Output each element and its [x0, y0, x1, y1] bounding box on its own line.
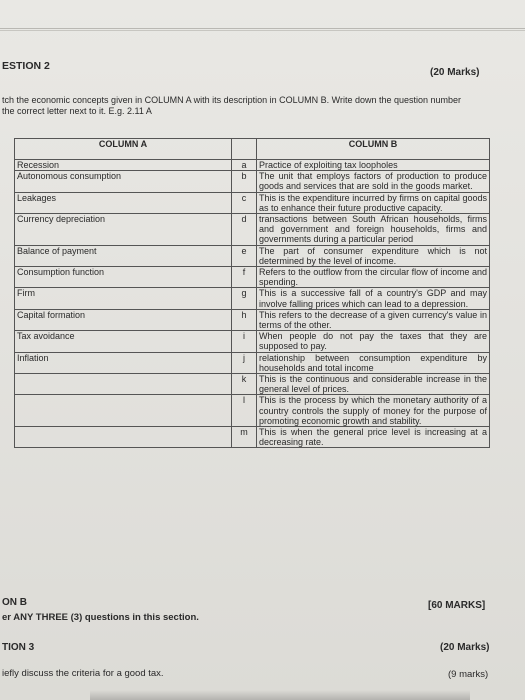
column-b-cell: transactions between South African households, firms and government and foreign households, firms and governments during a particular period: [257, 214, 490, 246]
question-3-title: TION 3: [2, 642, 35, 653]
column-a-cell: Leakages: [15, 192, 232, 213]
section-instruction: er ANY THREE (3) questions in this section.: [2, 612, 199, 623]
table-row: [15, 267, 490, 288]
column-a-cell: Tax avoidance: [15, 331, 232, 352]
question-3-prompt: iefly discuss the criteria for a good tax.: [2, 668, 164, 679]
question-marks: (20 Marks): [430, 67, 480, 78]
letter-cell: c: [232, 192, 257, 213]
column-a-cell: Consumption function: [15, 267, 232, 288]
column-b-header: COLUMN B: [257, 139, 490, 160]
column-b-cell: This refers to the decrease of a given currency's value in terms of the other.: [257, 309, 490, 330]
letter-cell: g: [232, 288, 257, 309]
table-row: [15, 214, 490, 246]
column-b-cell: The unit that employs factors of production to produce goods and services that are sold in the goods market.: [257, 171, 490, 192]
letter-cell: k: [232, 374, 257, 395]
column-a-cell: Balance of payment: [15, 245, 232, 266]
column-a-cell: Firm: [15, 288, 232, 309]
letter-cell: a: [232, 160, 257, 171]
table-row: [15, 160, 490, 171]
table-row: [15, 374, 490, 395]
instruction-line-2: the correct letter next to it. E.g. 2.11 A: [2, 106, 152, 116]
top-rule-secondary: [0, 30, 525, 31]
letter-cell: j: [232, 352, 257, 373]
table-row: [15, 427, 490, 448]
letter-cell: d: [232, 214, 257, 246]
column-a-cell: Capital formation: [15, 309, 232, 330]
column-a-cell: [15, 427, 232, 448]
question-3-prompt-marks: (9 marks): [448, 669, 489, 680]
matching-table: [14, 138, 490, 448]
letter-cell: l: [232, 395, 257, 427]
column-a-cell: [15, 374, 232, 395]
column-a-cell: [15, 395, 232, 427]
column-a-cell: Currency depreciation: [15, 214, 232, 246]
column-b-cell: Refers to the outflow from the circular flow of income and spending.: [257, 267, 490, 288]
table-row: [15, 352, 490, 373]
table-row: [15, 245, 490, 266]
column-a-header: COLUMN A: [15, 139, 232, 160]
column-b-cell: This is the continuous and considerable increase in the general level of prices.: [257, 374, 490, 395]
column-b-cell: When people do not pay the taxes that they are supposed to pay.: [257, 331, 490, 352]
column-b-cell: This is the process by which the monetary authority of a country controls the supply of money for the purpose of promoting economic growth and stability.: [257, 395, 490, 427]
column-b-cell: Practice of exploiting tax loopholes: [257, 160, 490, 171]
letter-cell: h: [232, 309, 257, 330]
letter-cell: b: [232, 171, 257, 192]
table-row: [15, 309, 490, 330]
column-a-cell: Inflation: [15, 352, 232, 373]
letter-cell: i: [232, 331, 257, 352]
table-row: [15, 331, 490, 352]
letter-cell: f: [232, 267, 257, 288]
question-instruction: [2, 95, 461, 117]
column-a-cell: Recession: [15, 160, 232, 171]
column-b-cell: This is the expenditure incurred by firms on capital goods as to enhance their future productive capacity.: [257, 192, 490, 213]
table-row: [15, 395, 490, 427]
section-marks: [60 MARKS]: [428, 600, 486, 611]
letter-cell: e: [232, 245, 257, 266]
column-b-cell: relationship between consumption expenditure by households and total income: [257, 352, 490, 373]
bottom-shadow: [90, 690, 470, 700]
column-b-cell: The part of consumer expenditure which is not determined by the level of income.: [257, 245, 490, 266]
question-title: ESTION 2: [2, 60, 50, 72]
table-row: [15, 288, 490, 309]
question-3-marks: (20 Marks): [440, 642, 490, 653]
instruction-line-1: tch the economic concepts given in COLUMN A with its description in COLUMN B. Write down the question number: [2, 95, 462, 105]
column-b-cell: This is when the general price level is increasing at a decreasing rate.: [257, 427, 490, 448]
column-b-cell: This is a successive fall of a country's GDP and may involve falling prices which can lead to a depression.: [257, 288, 490, 309]
table-header-row: [15, 139, 490, 160]
table-row: [15, 171, 490, 192]
section-title: ON B: [2, 597, 27, 608]
table-row: [15, 192, 490, 213]
letter-header: [232, 139, 257, 160]
top-rule: [0, 28, 525, 29]
column-a-cell: Autonomous consumption: [15, 171, 232, 192]
letter-cell: m: [232, 427, 257, 448]
